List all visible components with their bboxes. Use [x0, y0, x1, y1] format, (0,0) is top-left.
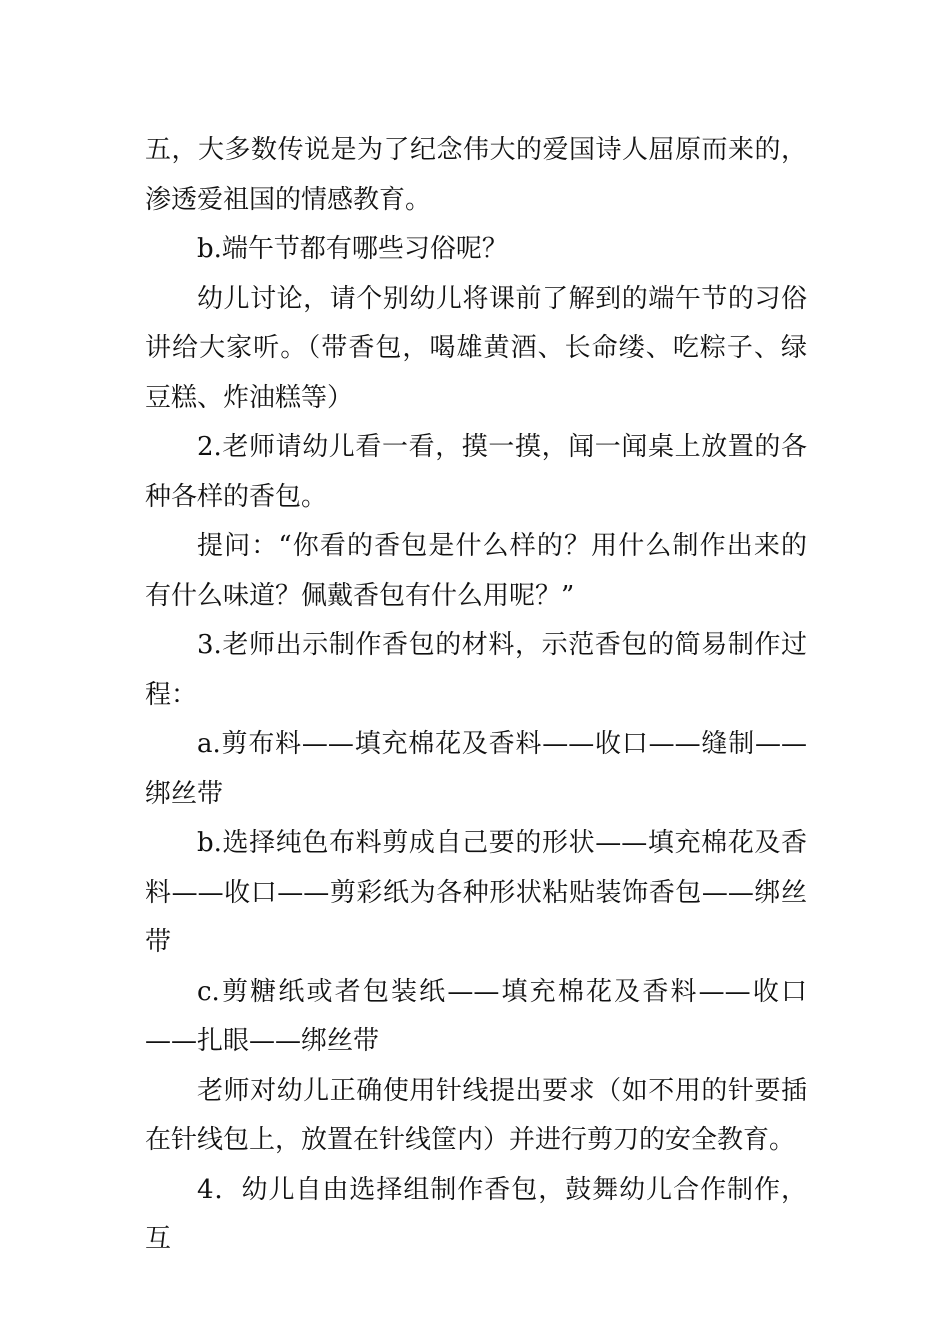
paragraph: 幼儿讨论，请个别幼儿将课前了解到的端午节的习俗讲给大家听。（带香包，喝雄黄酒、长命缕、吃粽子、绿豆糕、炸油糕等）	[145, 283, 807, 413]
paragraph: 五，大多数传说是为了纪念伟大的爱国诗人屈原而来的，渗透爱祖国的情感教育。	[145, 135, 807, 215]
document-body	[145, 126, 807, 1265]
paragraph: 老师对幼儿正确使用针线提出要求（如不用的针要插在针线包上，放置在针线筐内）并进行剪刀的安全教育。	[145, 1075, 807, 1155]
paragraph: c.剪糖纸或者包装纸——填充棉花及香料——收口——扎眼——绑丝带	[145, 976, 807, 1056]
paragraph: b.选择纯色布料剪成自己要的形状——填充棉花及香料——收口——剪彩纸为各种形状粘贴装饰香包——绑丝带	[145, 828, 807, 957]
paragraph: 2.老师请幼儿看一看，摸一摸，闻一闻桌上放置的各种各样的香包。	[145, 432, 807, 512]
paragraph: 3.老师出示制作香包的材料，示范香包的简易制作过程：	[145, 630, 807, 710]
paragraph: 提问：“你看的香包是什么样的？用什么制作出来的有什么味道？佩戴香包有什么用呢？”	[145, 531, 807, 611]
paragraph: b.端午节都有哪些习俗呢？	[197, 234, 508, 264]
paragraph: 4．幼儿自由选择组制作香包，鼓舞幼儿合作制作，互	[145, 1174, 807, 1254]
paragraph: a.剪布料——填充棉花及香料——收口——缝制——绑丝带	[145, 729, 807, 809]
